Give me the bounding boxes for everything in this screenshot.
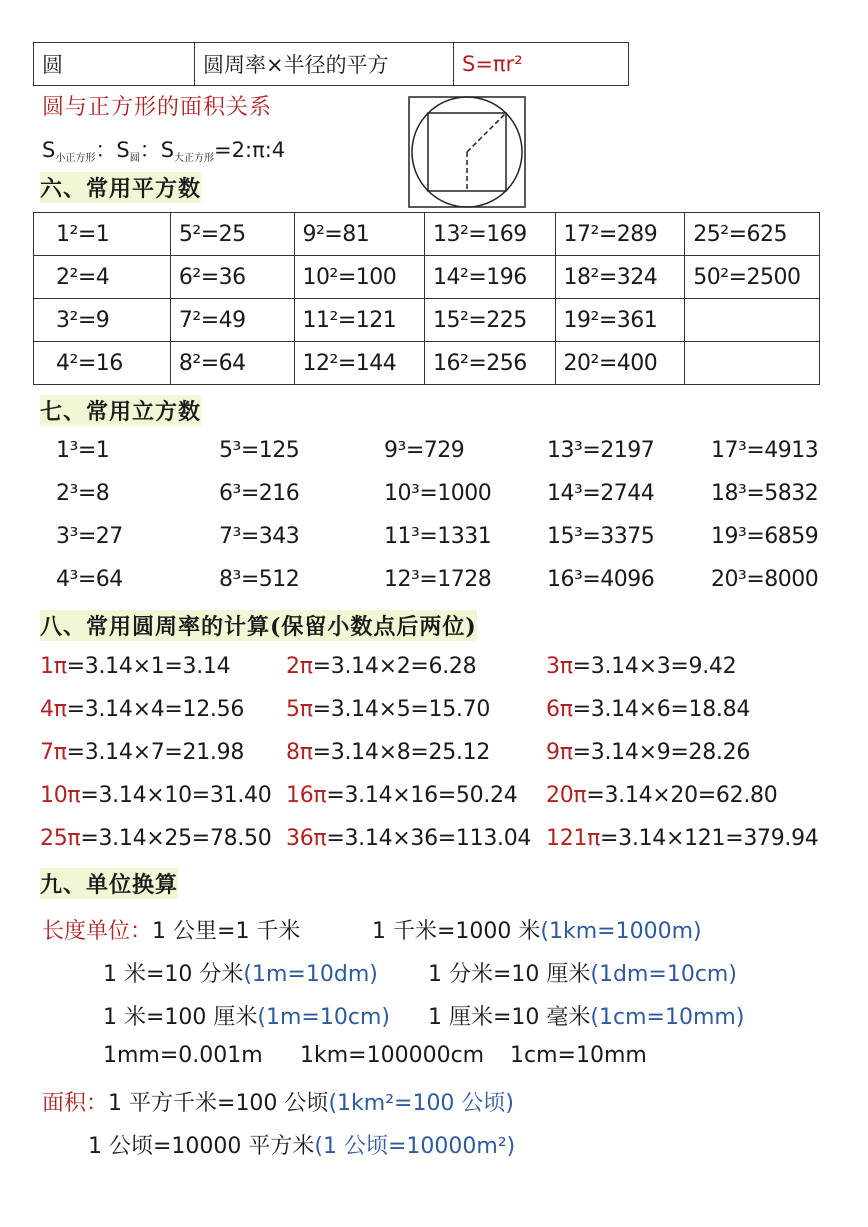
- length-line-4a: 1mm=0.001m: [103, 1043, 263, 1068]
- square-row: [34, 342, 820, 385]
- area-fact: 1 平方千米=100 公顷: [108, 1091, 329, 1116]
- pi-value: =3.14×4=12.56: [66, 697, 245, 722]
- formula-cell: S=πr²: [454, 43, 629, 86]
- length-fact-en: (1cm=10mm): [590, 1005, 745, 1030]
- cube-item: 8³=512: [219, 567, 300, 592]
- squares-table: [33, 212, 820, 385]
- pi-item: [546, 783, 777, 808]
- square-cell: 16²=256: [425, 342, 556, 385]
- cube-item: 10³=1000: [384, 481, 492, 506]
- length-line-2a: [103, 957, 378, 988]
- pi-multiple: 4π: [40, 697, 67, 722]
- square-cell: 18²=324: [555, 256, 685, 299]
- length-line-3a: [103, 1000, 390, 1031]
- square-cell: 9²=81: [294, 213, 425, 256]
- pi-multiple: 121π: [546, 826, 601, 851]
- square-cell: 13²=169: [425, 213, 556, 256]
- length-fact-en: (1dm=10cm): [590, 962, 737, 987]
- square-cell: 15²=225: [425, 299, 556, 342]
- pi-item: [286, 654, 476, 679]
- pi-value: =3.14×25=78.50: [80, 826, 272, 851]
- pi-item: [40, 740, 244, 765]
- area-formula-table: [33, 42, 629, 86]
- cube-item: 6³=216: [219, 481, 300, 506]
- cube-item: 13³=2197: [547, 438, 655, 463]
- square-cell: 5²=25: [170, 213, 294, 256]
- square-row: [34, 299, 820, 342]
- pi-multiple: 9π: [546, 740, 573, 765]
- area-fact: 1 公顷=10000 平方米: [88, 1134, 315, 1159]
- cube-item: 9³=729: [384, 438, 465, 463]
- pi-value: =3.14×10=31.40: [80, 783, 272, 808]
- circle-square-title: 圆与正方形的面积关系: [42, 95, 273, 120]
- pi-value: =3.14×121=379.94: [600, 826, 819, 851]
- small-square-sub: 小正方形: [55, 153, 96, 164]
- pi-item: [40, 697, 244, 722]
- pi-multiple: 25π: [40, 826, 81, 851]
- length-line-4b: 1km=100000cm: [300, 1043, 485, 1068]
- square-row: [34, 256, 820, 299]
- pi-value: =3.14×36=113.04: [326, 826, 532, 851]
- pi-item: [286, 783, 517, 808]
- length-fact-en: (1km=1000m): [540, 919, 702, 944]
- cube-item: 5³=125: [219, 438, 300, 463]
- squares-heading: 六、常用平方数: [40, 172, 201, 203]
- pi-item: [40, 654, 230, 679]
- pi-multiple: 8π: [286, 740, 313, 765]
- square-cell: 20²=400: [555, 342, 685, 385]
- cube-item: 2³=8: [56, 481, 110, 506]
- ratio-value: =2:π:4: [214, 138, 286, 162]
- square-cell: 12²=144: [294, 342, 425, 385]
- pi-item: [286, 826, 531, 851]
- pi-heading: 八、常用圆周率的计算(保留小数点后两位): [40, 610, 477, 641]
- square-cell: 11²=121: [294, 299, 425, 342]
- square-cell: 3²=9: [34, 299, 171, 342]
- shape-cell: 圆: [34, 43, 195, 86]
- pi-value: =3.14×6=18.84: [572, 697, 751, 722]
- pi-item: [40, 783, 271, 808]
- s-symbol: S: [42, 138, 56, 162]
- length-fact: 1 公里=1 千米: [152, 919, 301, 944]
- length-fact: 1 米=10 分米: [103, 962, 244, 987]
- square-cell: 14²=196: [425, 256, 556, 299]
- big-square-sub: 大正方形: [174, 153, 215, 164]
- square-cell: 10²=100: [294, 256, 425, 299]
- square-cell: 19²=361: [555, 299, 685, 342]
- cube-item: 3³=27: [56, 524, 123, 549]
- area-line-1: [42, 1086, 514, 1117]
- pi-multiple: 3π: [546, 654, 573, 679]
- circle-square-ratio: [42, 134, 285, 164]
- units-heading: 九、单位换算: [40, 868, 178, 899]
- square-cell: 8²=64: [170, 342, 294, 385]
- pi-value: =3.14×5=15.70: [312, 697, 491, 722]
- square-cell: 1²=1: [34, 213, 171, 256]
- length-fact: 1 千米=1000 米: [372, 919, 541, 944]
- circle-sub: 圆: [129, 153, 140, 164]
- pi-item: [286, 697, 490, 722]
- square-cell: 17²=289: [555, 213, 685, 256]
- pi-item: [286, 740, 490, 765]
- length-fact-en: (1m=10cm): [257, 1005, 390, 1030]
- length-line-3b: [428, 1000, 744, 1031]
- pi-item: [546, 826, 819, 851]
- square-cell: 4²=16: [34, 342, 171, 385]
- square-cell: 50²=2500: [685, 256, 820, 299]
- length-label: 长度单位：: [42, 919, 153, 944]
- pi-value: =3.14×8=25.12: [312, 740, 491, 765]
- area-line-2: [88, 1129, 515, 1160]
- pi-item: [40, 826, 271, 851]
- pi-value: =3.14×3=9.42: [572, 654, 737, 679]
- pi-multiple: 16π: [286, 783, 327, 808]
- pi-multiple: 10π: [40, 783, 81, 808]
- square-cell: 2²=4: [34, 256, 171, 299]
- length-line-2b: [428, 957, 737, 988]
- pi-value: =3.14×20=62.80: [586, 783, 778, 808]
- pi-multiple: 5π: [286, 697, 313, 722]
- length-fact: 1 米=100 厘米: [103, 1005, 258, 1030]
- area-label: 面积：: [42, 1091, 109, 1116]
- cube-item: 4³=64: [56, 567, 123, 592]
- pi-item: [546, 697, 750, 722]
- pi-multiple: 7π: [40, 740, 67, 765]
- area-fact-en: (1 公顷=10000m²): [314, 1134, 516, 1159]
- cubes-heading: 七、常用立方数: [40, 395, 201, 426]
- length-line-1: [42, 914, 300, 945]
- cube-item: 12³=1728: [384, 567, 492, 592]
- length-fact: 1 分米=10 厘米: [428, 962, 591, 987]
- length-fact: 1 厘米=10 毫米: [428, 1005, 591, 1030]
- pi-multiple: 36π: [286, 826, 327, 851]
- cube-item: 18³=5832: [711, 481, 819, 506]
- pi-multiple: 20π: [546, 783, 587, 808]
- length-line-4c: 1cm=10mm: [510, 1043, 647, 1068]
- circle-square-diagram: [408, 96, 526, 208]
- pi-value: =3.14×16=50.24: [326, 783, 518, 808]
- cube-item: 15³=3375: [547, 524, 655, 549]
- square-cell: 7²=49: [170, 299, 294, 342]
- length-line-1b: [372, 914, 702, 945]
- pi-value: =3.14×7=21.98: [66, 740, 245, 765]
- s-symbol: S: [160, 138, 175, 162]
- cube-item: 11³=1331: [384, 524, 492, 549]
- cube-item: 17³=4913: [711, 438, 819, 463]
- pi-value: =3.14×2=6.28: [312, 654, 477, 679]
- cube-item: 16³=4096: [547, 567, 655, 592]
- pi-multiple: 2π: [286, 654, 313, 679]
- square-cell: 6²=36: [170, 256, 294, 299]
- square-row: [34, 213, 820, 256]
- sep: ：: [139, 138, 161, 162]
- square-cell: 25²=625: [685, 213, 820, 256]
- cube-item: 19³=6859: [711, 524, 819, 549]
- sep: ：: [95, 138, 117, 162]
- pi-item: [546, 654, 736, 679]
- cube-item: 14³=2744: [547, 481, 655, 506]
- pi-multiple: 1π: [40, 654, 67, 679]
- pi-value: =3.14×1=3.14: [66, 654, 231, 679]
- square-cell: [685, 342, 820, 385]
- pi-multiple: 6π: [546, 697, 573, 722]
- cube-item: 1³=1: [56, 438, 110, 463]
- area-fact-en: (1km²=100 公顷): [328, 1091, 515, 1116]
- s-symbol: S: [116, 138, 130, 162]
- pi-value: =3.14×9=28.26: [572, 740, 751, 765]
- length-fact-en: (1m=10dm): [243, 962, 378, 987]
- pi-item: [546, 740, 750, 765]
- formula-text-cell: 圆周率×半径的平方: [195, 43, 454, 86]
- cube-item: 20³=8000: [711, 567, 819, 592]
- square-cell: [685, 299, 820, 342]
- cube-item: 7³=343: [219, 524, 300, 549]
